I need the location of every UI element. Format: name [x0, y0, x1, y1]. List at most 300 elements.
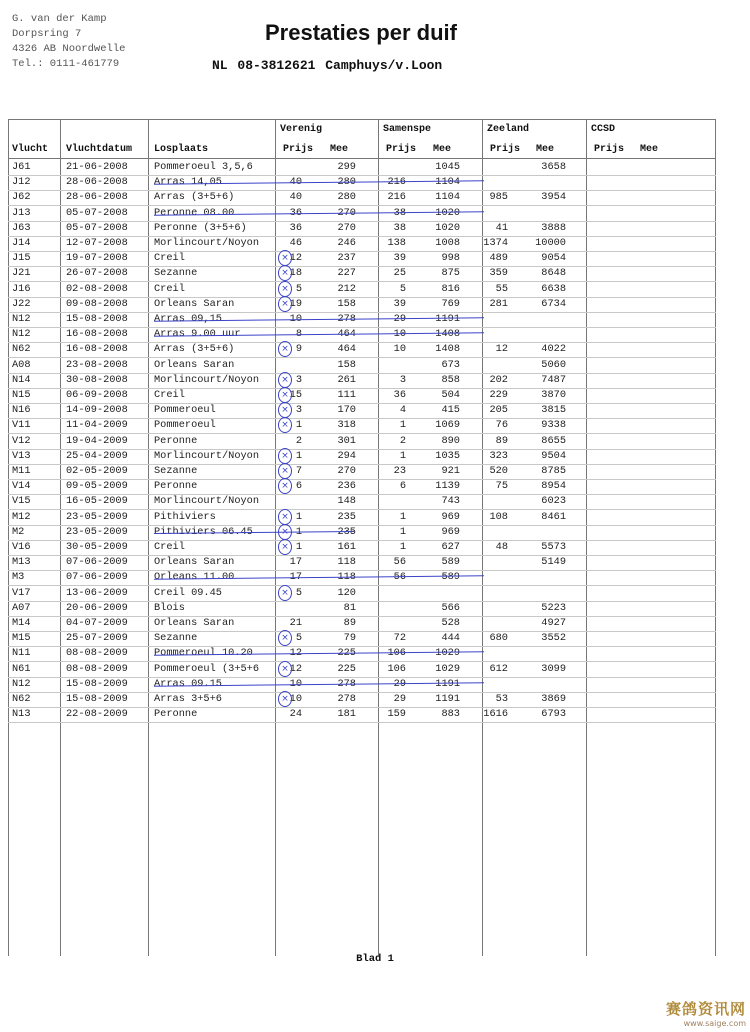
zeeland-mee-cell: 3658 [541, 161, 566, 173]
verenig-prijs-cell: 17 [289, 556, 302, 569]
samenspe-prijs-cell: 216 [387, 176, 406, 189]
vlucht-cell: A08 [12, 358, 31, 371]
date-cell: 19-07-2008 [66, 252, 128, 265]
date-cell: 23-08-2008 [66, 358, 128, 371]
verenig-mee-cell: 280 [337, 191, 356, 204]
handwritten-check-mark: × [278, 509, 292, 525]
verenig-prijs-cell: 9 [295, 343, 302, 356]
page-title: Prestaties per duif [265, 20, 457, 45]
losplaats-cell: Orleans 11.00 [154, 571, 235, 584]
zeeland-mee-cell: 4927 [541, 617, 566, 629]
samenspe-prijs-cell: 56 [393, 571, 406, 584]
samenspe-prijs-cell: 159 [387, 708, 406, 721]
samenspe-prijs-cell: 216 [387, 191, 406, 204]
samenspe-mee-cell: 816 [441, 282, 460, 295]
page-number: Blad 1 [356, 953, 394, 965]
zeeland-prijs-cell: 12 [495, 343, 508, 356]
samenspe-mee-cell: 1191 [435, 693, 460, 705]
table-row [8, 418, 716, 434]
verenig-prijs-cell: 36 [289, 206, 302, 219]
table-row [8, 206, 716, 222]
header-ccsd-mee: Mee [640, 144, 659, 155]
samenspe-mee-cell: 415 [441, 404, 460, 417]
date-cell: 09-05-2009 [66, 480, 128, 493]
samenspe-mee-cell: 1045 [435, 161, 460, 173]
zeeland-prijs-cell: 520 [489, 465, 508, 477]
verenig-prijs-cell: 18 [289, 267, 302, 280]
verenig-prijs-cell: 1 [295, 525, 302, 538]
date-cell: 22-08-2009 [66, 708, 128, 721]
losplaats-cell: Morlincourt/Noyon [154, 449, 260, 462]
date-cell: 11-04-2009 [66, 419, 128, 432]
zeeland-mee-cell: 3552 [541, 632, 566, 645]
verenig-mee-cell: 236 [337, 480, 356, 493]
samenspe-prijs-cell: 10 [393, 343, 406, 356]
vlucht-cell: N12 [12, 328, 31, 341]
vlucht-cell: J14 [12, 237, 31, 249]
samenspe-prijs-cell: 1 [399, 541, 406, 553]
verenig-mee-cell: 158 [337, 358, 356, 371]
zeeland-prijs-cell: 489 [489, 252, 508, 265]
handwritten-check-mark: × [278, 539, 292, 555]
table-row [8, 464, 716, 480]
date-cell: 25-07-2009 [66, 632, 128, 645]
date-cell: 05-07-2008 [66, 221, 128, 234]
verenig-mee-cell: 225 [337, 647, 356, 660]
header-samenspe-prijs: Prijs [386, 144, 417, 155]
losplaats-cell: Sezanne [154, 267, 198, 280]
losplaats-cell: Pithiviers [154, 510, 216, 523]
zeeland-mee-cell: 8954 [541, 480, 566, 493]
samenspe-mee-cell: 921 [441, 465, 460, 477]
samenspe-mee-cell: 589 [441, 571, 460, 584]
table-row [8, 646, 716, 662]
losplaats-cell: Pithiviers 06.45 [154, 525, 253, 538]
table-row [8, 692, 716, 708]
samenspe-mee-cell: 890 [441, 434, 460, 447]
losplaats-cell: Pommeroeul 3,5,6 [154, 161, 253, 173]
losplaats-cell: Orleans Saran [154, 297, 235, 310]
zeeland-mee-cell: 5149 [541, 556, 566, 569]
date-cell: 16-05-2009 [66, 495, 128, 508]
verenig-prijs-cell: 1 [295, 419, 302, 432]
handwritten-check-mark: × [278, 478, 292, 494]
samenspe-prijs-cell: 72 [393, 632, 406, 645]
table-row [8, 540, 716, 556]
vlucht-cell: V14 [12, 480, 31, 493]
verenig-prijs-cell: 8 [295, 328, 302, 341]
vlucht-cell: N15 [12, 389, 31, 401]
verenig-mee-cell: 158 [337, 297, 356, 310]
vlucht-cell: V15 [12, 495, 31, 508]
verenig-prijs-cell: 7 [295, 465, 302, 477]
samenspe-mee-cell: 627 [441, 541, 460, 553]
verenig-prijs-cell: 5 [295, 632, 302, 645]
handwritten-check-mark: × [278, 524, 292, 540]
verenig-mee-cell: 181 [337, 708, 356, 721]
date-cell: 08-08-2009 [66, 647, 128, 660]
verenig-mee-cell: 235 [337, 525, 356, 538]
date-cell: 28-06-2008 [66, 176, 128, 189]
verenig-prijs-cell: 2 [295, 434, 302, 447]
zeeland-prijs-cell: 53 [495, 693, 508, 705]
vlucht-cell: M12 [12, 510, 31, 523]
losplaats-cell: Peronne (3+5+6) [154, 221, 247, 234]
vlucht-cell: V11 [12, 419, 31, 432]
table-row [8, 236, 716, 252]
vlucht-cell: N12 [12, 677, 31, 690]
verenig-prijs-cell: 1 [295, 510, 302, 523]
vlucht-cell: N61 [12, 662, 31, 675]
samenspe-prijs-cell: 106 [387, 647, 406, 660]
table-row [8, 449, 716, 465]
zeeland-mee-cell: 9338 [541, 419, 566, 432]
losplaats-cell: Sezanne [154, 632, 198, 645]
zeeland-mee-cell: 5573 [541, 541, 566, 553]
verenig-prijs-cell: 12 [289, 252, 302, 265]
zeeland-mee-cell: 6023 [541, 495, 566, 508]
zeeland-mee-cell: 5060 [541, 358, 566, 371]
date-cell: 04-07-2009 [66, 617, 128, 629]
verenig-prijs-cell: 40 [289, 176, 302, 189]
owner-name: G. van der Kamp [12, 13, 107, 25]
samenspe-mee-cell: 1008 [435, 237, 460, 249]
header-zeeland: Zeeland [487, 124, 530, 135]
date-cell: 02-08-2008 [66, 282, 128, 295]
table-row [8, 601, 716, 617]
vlucht-cell: N14 [12, 373, 31, 386]
verenig-prijs-cell: 3 [295, 404, 302, 417]
losplaats-cell: Creil [154, 389, 185, 401]
handwritten-check-mark: × [278, 281, 292, 297]
vlucht-cell: N62 [12, 343, 31, 356]
samenspe-prijs-cell: 3 [399, 373, 406, 386]
verenig-mee-cell: 299 [337, 161, 356, 173]
zeeland-prijs-cell: 76 [495, 419, 508, 432]
samenspe-prijs-cell: 39 [393, 252, 406, 265]
table-row [8, 510, 716, 526]
date-cell: 05-07-2008 [66, 206, 128, 219]
verenig-prijs-cell: 15 [289, 389, 302, 401]
samenspe-mee-cell: 969 [441, 525, 460, 538]
losplaats-cell: Morlincourt/Noyon [154, 495, 260, 508]
zeeland-mee-cell: 6638 [541, 282, 566, 295]
date-cell: 02-05-2009 [66, 465, 128, 477]
verenig-mee-cell: 225 [337, 662, 356, 675]
vlucht-cell: M15 [12, 632, 31, 645]
owner-phone: Tel.: 0111-461779 [12, 58, 120, 70]
samenspe-mee-cell: 1191 [435, 677, 460, 690]
vlucht-cell: N12 [12, 313, 31, 325]
verenig-prijs-cell: 5 [295, 282, 302, 295]
losplaats-cell: Creil [154, 541, 185, 553]
samenspe-mee-cell: 1408 [435, 328, 460, 341]
verenig-mee-cell: 81 [343, 601, 356, 614]
zeeland-prijs-cell: 202 [489, 373, 508, 386]
samenspe-mee-cell: 589 [441, 556, 460, 569]
samenspe-prijs-cell: 29 [393, 693, 406, 705]
vlucht-cell: V12 [12, 434, 31, 447]
vlucht-cell: J22 [12, 297, 31, 310]
handwritten-check-mark: × [278, 585, 292, 601]
samenspe-prijs-cell: 10 [393, 328, 406, 341]
verenig-prijs-cell: 12 [289, 662, 302, 675]
losplaats-cell: Orleans Saran [154, 556, 235, 569]
verenig-prijs-cell: 10 [289, 677, 302, 690]
samenspe-mee-cell: 1020 [435, 206, 460, 219]
date-cell: 19-04-2009 [66, 434, 128, 447]
losplaats-cell: Peronne [154, 434, 198, 447]
header-samenspe: Samenspe [383, 124, 432, 135]
vlucht-cell: M11 [12, 465, 31, 477]
zeeland-prijs-cell: 323 [489, 449, 508, 462]
samenspe-prijs-cell: 23 [393, 465, 406, 477]
losplaats-cell: Pommeroeul [154, 419, 216, 432]
date-cell: 16-08-2008 [66, 343, 128, 356]
zeeland-mee-cell: 8655 [541, 434, 566, 447]
zeeland-prijs-cell: 985 [489, 191, 508, 204]
table-row [8, 221, 716, 237]
losplaats-cell: Sezanne [154, 465, 198, 477]
date-cell: 30-05-2009 [66, 541, 128, 553]
zeeland-prijs-cell: 1616 [483, 708, 508, 721]
zeeland-mee-cell: 6734 [541, 297, 566, 310]
losplaats-cell: Pommeroeul 10.20 [154, 647, 253, 660]
losplaats-cell: Creil [154, 282, 185, 295]
verenig-prijs-cell: 1 [295, 449, 302, 462]
header-samenspe-mee: Mee [433, 144, 452, 155]
zeeland-prijs-cell: 75 [495, 480, 508, 493]
losplaats-cell: Arras 14,05 [154, 176, 222, 189]
header-vluchtdatum: Vluchtdatum [66, 144, 133, 155]
header-zeeland-mee: Mee [536, 144, 555, 155]
vlucht-cell: M13 [12, 556, 31, 569]
verenig-prijs-cell: 12 [289, 647, 302, 660]
zeeland-mee-cell: 3870 [541, 389, 566, 401]
vlucht-cell: J21 [12, 267, 31, 280]
vlucht-cell: J62 [12, 191, 31, 204]
verenig-prijs-cell: 17 [289, 571, 302, 584]
samenspe-mee-cell: 1104 [435, 191, 460, 204]
vlucht-cell: A07 [12, 601, 31, 614]
verenig-mee-cell: 148 [337, 495, 356, 508]
losplaats-cell: Morlincourt/Noyon [154, 373, 260, 386]
verenig-mee-cell: 118 [337, 556, 356, 569]
zeeland-mee-cell: 8461 [541, 510, 566, 523]
zeeland-mee-cell: 5223 [541, 601, 566, 614]
samenspe-mee-cell: 883 [441, 708, 460, 721]
table-row [8, 403, 716, 419]
zeeland-prijs-cell: 108 [489, 510, 508, 523]
verenig-prijs-cell: 10 [289, 693, 302, 705]
date-cell: 23-05-2009 [66, 525, 128, 538]
samenspe-mee-cell: 444 [441, 632, 460, 645]
verenig-prijs-cell: 1 [295, 541, 302, 553]
zeeland-mee-cell: 9504 [541, 449, 566, 462]
samenspe-mee-cell: 566 [441, 601, 460, 614]
verenig-prijs-cell: 36 [289, 221, 302, 234]
verenig-prijs-cell: 6 [295, 480, 302, 493]
vlucht-cell: N16 [12, 404, 31, 417]
table-row [8, 251, 716, 267]
handwritten-check-mark: × [278, 691, 292, 707]
samenspe-prijs-cell: 6 [399, 480, 406, 493]
verenig-mee-cell: 246 [337, 237, 356, 249]
samenspe-prijs-cell: 1 [399, 510, 406, 523]
verenig-mee-cell: 120 [337, 586, 356, 599]
losplaats-cell: Peronne [154, 480, 198, 493]
handwritten-check-mark: × [278, 463, 292, 479]
table-row [8, 373, 716, 389]
samenspe-prijs-cell: 36 [393, 389, 406, 401]
handwritten-check-mark: × [278, 372, 292, 388]
samenspe-prijs-cell: 138 [387, 237, 406, 249]
vlucht-cell: J13 [12, 206, 31, 219]
losplaats-cell: Arras 9.00 uur [154, 328, 241, 341]
zeeland-mee-cell: 3869 [541, 693, 566, 705]
zeeland-mee-cell: 3888 [541, 221, 566, 234]
verenig-mee-cell: 278 [337, 677, 356, 690]
date-cell: 30-08-2008 [66, 373, 128, 386]
results-table [8, 119, 716, 956]
vlucht-cell: J15 [12, 252, 31, 265]
losplaats-cell: Creil [154, 252, 185, 265]
date-cell: 09-08-2008 [66, 297, 128, 310]
zeeland-prijs-cell: 55 [495, 282, 508, 295]
vlucht-cell: J63 [12, 221, 31, 234]
samenspe-prijs-cell: 1 [399, 525, 406, 538]
vlucht-cell: V13 [12, 449, 31, 462]
verenig-mee-cell: 318 [337, 419, 356, 432]
site-watermark [666, 998, 746, 1028]
verenig-mee-cell: 261 [337, 373, 356, 386]
losplaats-cell: Blois [154, 601, 185, 614]
zeeland-mee-cell: 6793 [541, 708, 566, 721]
watermark-url: www.saige.com [683, 1019, 746, 1028]
losplaats-cell: Peronne 08.00 [154, 206, 235, 219]
verenig-mee-cell: 237 [337, 252, 356, 265]
samenspe-mee-cell: 1020 [435, 221, 460, 234]
samenspe-mee-cell: 769 [441, 297, 460, 310]
verenig-prijs-cell: 21 [289, 617, 302, 629]
header-vlucht: Vlucht [12, 144, 49, 155]
zeeland-mee-cell: 4022 [541, 343, 566, 356]
table-row [8, 434, 716, 450]
verenig-prijs-cell: 10 [289, 313, 302, 325]
verenig-mee-cell: 270 [337, 221, 356, 234]
zeeland-prijs-cell: 1374 [483, 237, 508, 249]
verenig-mee-cell: 170 [337, 404, 356, 417]
handwritten-check-mark: × [278, 417, 292, 433]
table-row [8, 677, 716, 693]
samenspe-mee-cell: 1029 [435, 647, 460, 660]
samenspe-mee-cell: 1191 [435, 313, 460, 325]
zeeland-mee-cell: 3099 [541, 662, 566, 675]
date-cell: 08-08-2009 [66, 662, 128, 675]
samenspe-prijs-cell: 56 [393, 556, 406, 569]
verenig-prijs-cell: 40 [289, 191, 302, 204]
samenspe-mee-cell: 673 [441, 358, 460, 371]
date-cell: 12-07-2008 [66, 237, 128, 249]
samenspe-prijs-cell: 1 [399, 419, 406, 432]
verenig-mee-cell: 278 [337, 313, 356, 325]
date-cell: 07-06-2009 [66, 556, 128, 569]
vlucht-cell: N13 [12, 708, 31, 721]
vlucht-cell: M3 [12, 571, 25, 584]
samenspe-prijs-cell: 4 [399, 404, 406, 417]
handwritten-check-mark: × [278, 296, 292, 312]
zeeland-prijs-cell: 205 [489, 404, 508, 417]
header-divider [8, 158, 716, 159]
header-verenig-prijs: Prijs [283, 144, 314, 155]
samenspe-mee-cell: 1069 [435, 419, 460, 432]
header-verenig: Verenig [280, 124, 323, 135]
table-row [8, 266, 716, 282]
owner-city: 4326 AB Noordwelle [12, 43, 126, 55]
header-ccsd: CCSD [591, 124, 616, 135]
verenig-mee-cell: 464 [337, 343, 356, 356]
table-row [8, 555, 716, 571]
verenig-mee-cell: 294 [337, 449, 356, 462]
vlucht-cell: J16 [12, 282, 31, 295]
handwritten-check-mark: × [278, 387, 292, 403]
zeeland-prijs-cell: 612 [489, 662, 508, 675]
verenig-mee-cell: 278 [337, 693, 356, 705]
losplaats-cell: Pommeroeul [154, 404, 216, 417]
vlucht-cell: N11 [12, 647, 31, 660]
table-row [8, 479, 716, 495]
verenig-mee-cell: 280 [337, 176, 356, 189]
zeeland-mee-cell: 3954 [541, 191, 566, 204]
date-cell: 06-09-2008 [66, 389, 128, 401]
samenspe-prijs-cell: 5 [399, 282, 406, 295]
zeeland-mee-cell: 8785 [541, 465, 566, 477]
date-cell: 15-08-2009 [66, 693, 128, 705]
zeeland-prijs-cell: 41 [495, 221, 508, 234]
zeeland-mee-cell: 10000 [535, 237, 566, 249]
date-cell: 23-05-2009 [66, 510, 128, 523]
samenspe-prijs-cell: 106 [387, 662, 406, 675]
table-row [8, 160, 716, 176]
zeeland-mee-cell: 8648 [541, 267, 566, 280]
samenspe-mee-cell: 528 [441, 617, 460, 629]
verenig-mee-cell: 301 [337, 434, 356, 447]
losplaats-cell: Arras 09.15 [154, 677, 222, 690]
vlucht-cell: J61 [12, 161, 31, 173]
losplaats-cell: Orleans Saran [154, 617, 235, 629]
samenspe-mee-cell: 969 [441, 510, 460, 523]
table-row [8, 327, 716, 343]
header-losplaats: Losplaats [154, 144, 209, 155]
samenspe-prijs-cell: 2 [399, 434, 406, 447]
table-row [8, 707, 716, 723]
samenspe-prijs-cell: 38 [393, 221, 406, 234]
verenig-prijs-cell: 5 [295, 586, 302, 599]
header-zeeland-prijs: Prijs [490, 144, 521, 155]
table-row [8, 662, 716, 678]
table-row [8, 175, 716, 191]
verenig-mee-cell: 464 [337, 328, 356, 341]
verenig-mee-cell: 270 [337, 465, 356, 477]
vlucht-cell: N62 [12, 693, 31, 705]
owner-street: Dorpsring 7 [12, 28, 82, 40]
losplaats-cell: Arras 09,15 [154, 313, 222, 325]
table-row [8, 312, 716, 328]
zeeland-prijs-cell: 281 [489, 297, 508, 310]
verenig-mee-cell: 161 [337, 541, 356, 553]
verenig-mee-cell: 235 [337, 510, 356, 523]
samenspe-prijs-cell: 29 [393, 677, 406, 690]
